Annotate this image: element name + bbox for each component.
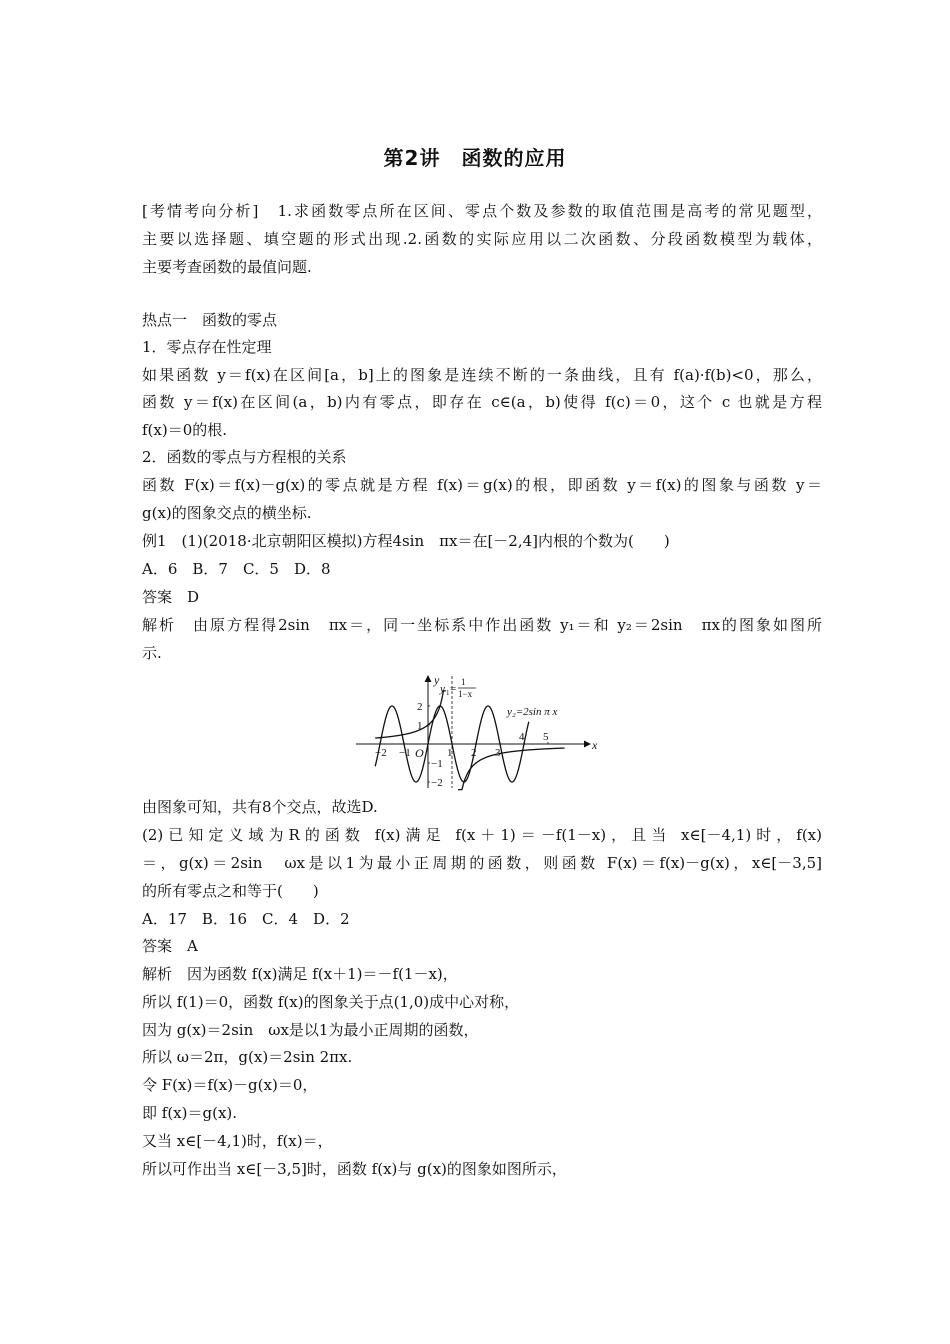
example-1-conclusion: 由图象可知，共有8个交点，故选D. <box>142 798 378 816</box>
y-axis-label: y <box>434 673 440 687</box>
x-tick-label: −1 <box>399 747 411 759</box>
body-line: 函数 y＝f(x)在区间(a，b)内有零点，即存在 c∈(a，b)使得 f(c)＝0，这个 c 也就是方程 <box>142 393 822 411</box>
body-line: 令 F(x)＝f(x)－g(x)＝0， <box>142 1076 318 1094</box>
subheading-2: 2．函数的零点与方程根的关系 <box>142 448 347 466</box>
origin-label: O <box>415 746 424 760</box>
body-line: 又当 x∈[－4,1)时，f(x)＝， <box>142 1132 333 1150</box>
y-tick-label: 2 <box>417 701 423 713</box>
example-1-analysis: 解析 由原方程得2sin πx＝，同一坐标系中作出函数 y₁＝和 y₂＝2sin πx的图象如图所 <box>142 616 822 634</box>
body-line: 因为 g(x)＝2sin ωx是以1为最小正周期的函数， <box>142 1021 479 1039</box>
y-tick-label: 1 <box>417 720 423 732</box>
curve-y1-label <box>439 677 476 699</box>
y-tick-label: −1 <box>431 758 443 770</box>
example-1-analysis-end: 示. <box>142 644 162 662</box>
curve-y1-label-eq: = <box>450 683 457 695</box>
example-1-answer: 答案 D <box>142 588 200 606</box>
body-line: f(x)＝0的根. <box>142 421 228 439</box>
curve-y1-label-y: y <box>440 683 445 695</box>
example-1-question: 例1 (1)(2018·北京朝阳区模拟)方程4sin πx＝在[－2,4]内根的个数为( ) <box>142 532 670 550</box>
x-tick-label: −2 <box>375 747 387 759</box>
example-2-options: A．17 B．16 C．4 D．2 <box>142 910 350 928</box>
y-tick-label: −2 <box>431 777 443 789</box>
example-2-question-1: (2)已知定义域为R的函数 f(x)满足 f(x＋1)＝－f(1－x)，且当 x∈[－4,1)时，f(x) <box>142 826 822 844</box>
body-line: 所以 f(1)＝0，函数 f(x)的图象关于点(1,0)成中心对称， <box>142 993 520 1011</box>
curve-y1-label-num: 1 <box>461 677 466 687</box>
x-axis-label: x <box>592 738 598 752</box>
example-2-question-3: 的所有零点之和等于( ) <box>142 882 319 900</box>
x-tick-label: 5 <box>543 731 549 743</box>
example-2-question-2: ＝，g(x)＝2sin ωx是以1为最小正周期的函数，则函数 F(x)＝f(x)－g(x)，x∈[－3,5] <box>142 854 822 872</box>
body-line: 所以可作出当 x∈[－3,5]时，函数 f(x)与 g(x)的图象如图所示， <box>142 1160 567 1178</box>
body-line: 函数 F(x)＝f(x)－g(x)的零点就是方程 f(x)＝g(x)的根，即函数 y＝f(x)的图象与函数 y＝ <box>142 476 822 494</box>
subheading-1: 1．零点存在性定理 <box>142 338 272 356</box>
curve-y2-label: y₂=2sin π x <box>507 706 558 718</box>
function-graph-figure <box>352 670 602 792</box>
page-title: 第2讲 函数的应用 <box>383 146 567 170</box>
x-tick-label: 3 <box>495 747 501 759</box>
body-line: 即 f(x)＝g(x). <box>142 1104 238 1122</box>
example-2-analysis: 解析 因为函数 f(x)满足 f(x＋1)＝－f(1－x)， <box>142 965 458 983</box>
curve-y1-label-sub: 1 <box>446 689 450 697</box>
x-tick-label: 2 <box>471 747 477 759</box>
x-tick-label: 4 <box>519 731 525 743</box>
body-line: 所以 ω＝2π，g(x)＝2sin 2πx. <box>142 1048 353 1066</box>
intro-line-2: 主要以选择题、填空题的形式出现.2.函数的实际应用以二次函数、分段函数模型为载体， <box>142 230 822 248</box>
curve-y1-label-den: 1−x <box>458 689 473 699</box>
example-1-options: A．6 B．7 C．5 D．8 <box>142 560 331 578</box>
intro-line-1: [考情考向分析] 1.求函数零点所在区间、零点个数及参数的取值范围是高考的常见题型， <box>142 202 822 220</box>
x-tick-label: 1 <box>447 747 453 759</box>
body-line: g(x)的图象交点的横坐标. <box>142 504 312 522</box>
body-line: 如果函数 y＝f(x)在区间[a，b]上的图象是连续不断的一条曲线，且有 f(a)·f(b)<0，那么， <box>142 366 822 384</box>
example-2-answer: 答案 A <box>142 937 198 955</box>
section-heading: 热点一 函数的零点 <box>142 311 278 329</box>
intro-line-3: 主要考查函数的最值问题. <box>142 258 312 276</box>
